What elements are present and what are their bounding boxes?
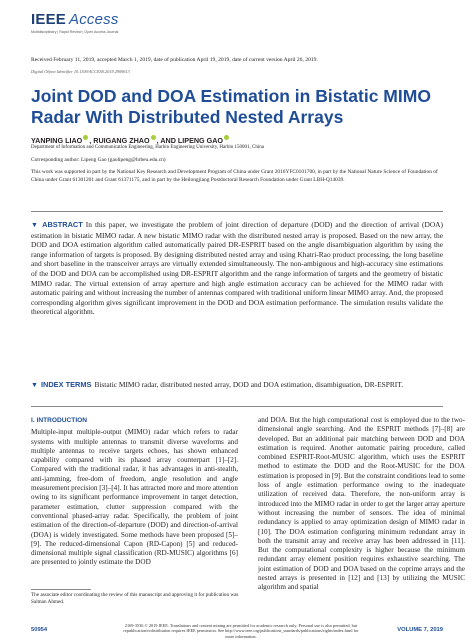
section-heading: I. INTRODUCTION (31, 417, 88, 424)
paragraph-right: and DOA. But the high computational cost is employed due to the two-dimensional angle searching. And the ESPRIT methods [7]–[8] are developed. But an additional pair matching between DOD and DOA estimation is required. Another automatic pairing procedure, called combined ESPRIT-Root-MUSIC algorithm, which uses the ESPRIT method to estimate the DOD and the Root-MUSIC for the DOA estimation is proposed in [9]. But the constraint conditions lead to some loss of angle estimation performance owing to the inadequate utilization of received data. Therefore, the non-uniform array is introduced into the MIMO radar in order to get the larger array aperture without increasing the number of sensors. The idea of minimal redundancy is applied to array optimization design of MIMO radar in [10]. The DOA estimation configuring minimum redundant array in both the transmit array and receive array has been addressed in [11]. But the computational complexity is higher because the minimum redundant array element position requires exhaustive searching. The joint estimation of DOD and DOA based on the coprime arrays and the nested arrays is presented in [12] and [13] by utilizing the MUSIC algorithm and spatial (258, 416, 465, 592)
orcid-icon[interactable] (151, 135, 156, 140)
divider (31, 211, 443, 212)
author-1: YANPING LIAO (31, 136, 83, 145)
abstract-label: ABSTRACT (42, 220, 83, 229)
column-left (31, 416, 238, 568)
page-footer (31, 623, 443, 641)
license-text: 2169-3536 © 2019 IEEE. Translations and content mining are permitted for academic research only. Personal use is also permitted, but republication/redistribution requires IEEE permission. See http://www.ieee.org/publications_standards/publications/rights/index.html for more information. (123, 623, 359, 639)
paragraph-left: Multiple-input multiple-output (MIMO) radar which refers to radar systems with multiple antennas to transmit diverse waveforms and multiple antennas to receive targets echoes, has shown enhanced capability compared with its phased array counterpart [1]–[2]. Compared with the traditional radar, it has advantages in anti-stealth, anti-jamming, free-dom of freedom, angle resolution and angle measurement precision [3]–[4]. It has attracted more and more attention owing to its significant performance improvement in target detection, parameter estimation, clutter suppression compared with the conventional phased-array radar. Specifically, the problem of joint estimation of the direction-of-departure (DOD) and direction-of-arrival (DOA) is widely investigated. Some methods have been proposed [5]–[9]. The reduced-dimensional Capon (RD-Capon) [5] and reduced-dimensional multiple signal classification (RD-MUSIC) algorithms [6] are presented to jointly estimate the DOD (31, 428, 238, 567)
logo-ieee-text: IEEE (31, 11, 66, 28)
author-list (31, 135, 230, 145)
author-separator: , (89, 136, 94, 145)
author-separator: , (156, 136, 161, 145)
abstract-block (31, 220, 443, 317)
index-terms-block (31, 380, 443, 391)
triangle-bullet-icon: ▼ (31, 221, 40, 229)
received-line: Received February 11, 2019, accepted March 1, 2019, date of publication April 19, 2019, date of current version April 26, 2019. (31, 57, 318, 63)
paper-title: Joint DOD and DOA Estimation in Bistatic MIMO Radar With Distributed Nested Arrays (31, 86, 431, 127)
divider (31, 406, 443, 407)
orcid-icon[interactable] (83, 135, 88, 140)
column-right (258, 416, 465, 593)
doi-line: Digital Object Identifier 10.1109/ACCESS.2019.2909613 (31, 69, 130, 74)
orcid-icon[interactable] (224, 135, 229, 140)
author-3: AND LIPENG GAO (160, 136, 224, 145)
footnote: The associate editor coordinating the review of this manuscript and approving it for publication was Salman Ahmed. (31, 592, 239, 605)
page-number: 50954 (31, 627, 48, 633)
volume-label: VOLUME 7, 2019 (397, 627, 443, 633)
logo-access-text: Access (68, 11, 119, 28)
index-terms-label: INDEX TERMS (40, 380, 92, 389)
corresponding-author: Corresponding author: Lipeng Gao (gaolipeng@hrbeu.edu.cn) (31, 157, 166, 163)
index-terms-text: Bistatic MIMO radar, distributed nested array, DOD and DOA estimation, disambiguation, DR-ESPRIT. (94, 380, 404, 389)
funding-note: This work was supported in part by the National Key Research and Development Program of China under Grant 2016YFC0101700, in part by the National Nature Science of Foundation of China under Grant 61301201 and Grant 61371175, and in part by the Heilongjiang Postdoctoral Research Foundation under Grant LBH-Q14039. (31, 169, 438, 183)
abstract-text: In this paper, we investigate the problem of joint direction of departure (DOD) and the direction of arrival (DOA) estimation in bistatic MIMO radar. A new bistatic MIMO radar with the distributed nested array is proposed. Based on the new array, the DOD and DOA estimation algorithm called automatically paired DR-ESPRIT based on the angle disambiguation algorithm by using the range information of targets is proposed. By designing distributed nested array and using Khatri-Rao product processing, the long baseline and short baseline in the transceiver arrays are virtually extended simultaneously. The non-ambiguous and high-accuracy sine estimations of the DOD and DOA can be accomplished using DR-ESPRIT algorithm and the range information of targets and the geometry of bistatic MIMO radar. The virtual extension of array aperture and high angle estimation accuracy can be achieved for the MIMO radar with automatic pairing and without increasing the number of antennas compared with traditional uniform linear MIMO array. And, the proposed corresponding algorithm gives significant improvement in the DOD and DOA estimation performance. The simulation results validate the theoretical algorithm. (31, 220, 443, 317)
ieee-access-logo (31, 12, 119, 34)
footnote-divider (31, 589, 91, 590)
logo-tagline: Multidisciplinary | Rapid Review | Open Access Journal (31, 30, 119, 34)
affiliation: Department of Information and Communication Engineering, Harbin Engineering University, Harbin 150001, China (31, 145, 264, 150)
author-2: RUIGANG ZHAO (93, 136, 150, 145)
triangle-bullet-icon: ▼ (31, 381, 38, 389)
